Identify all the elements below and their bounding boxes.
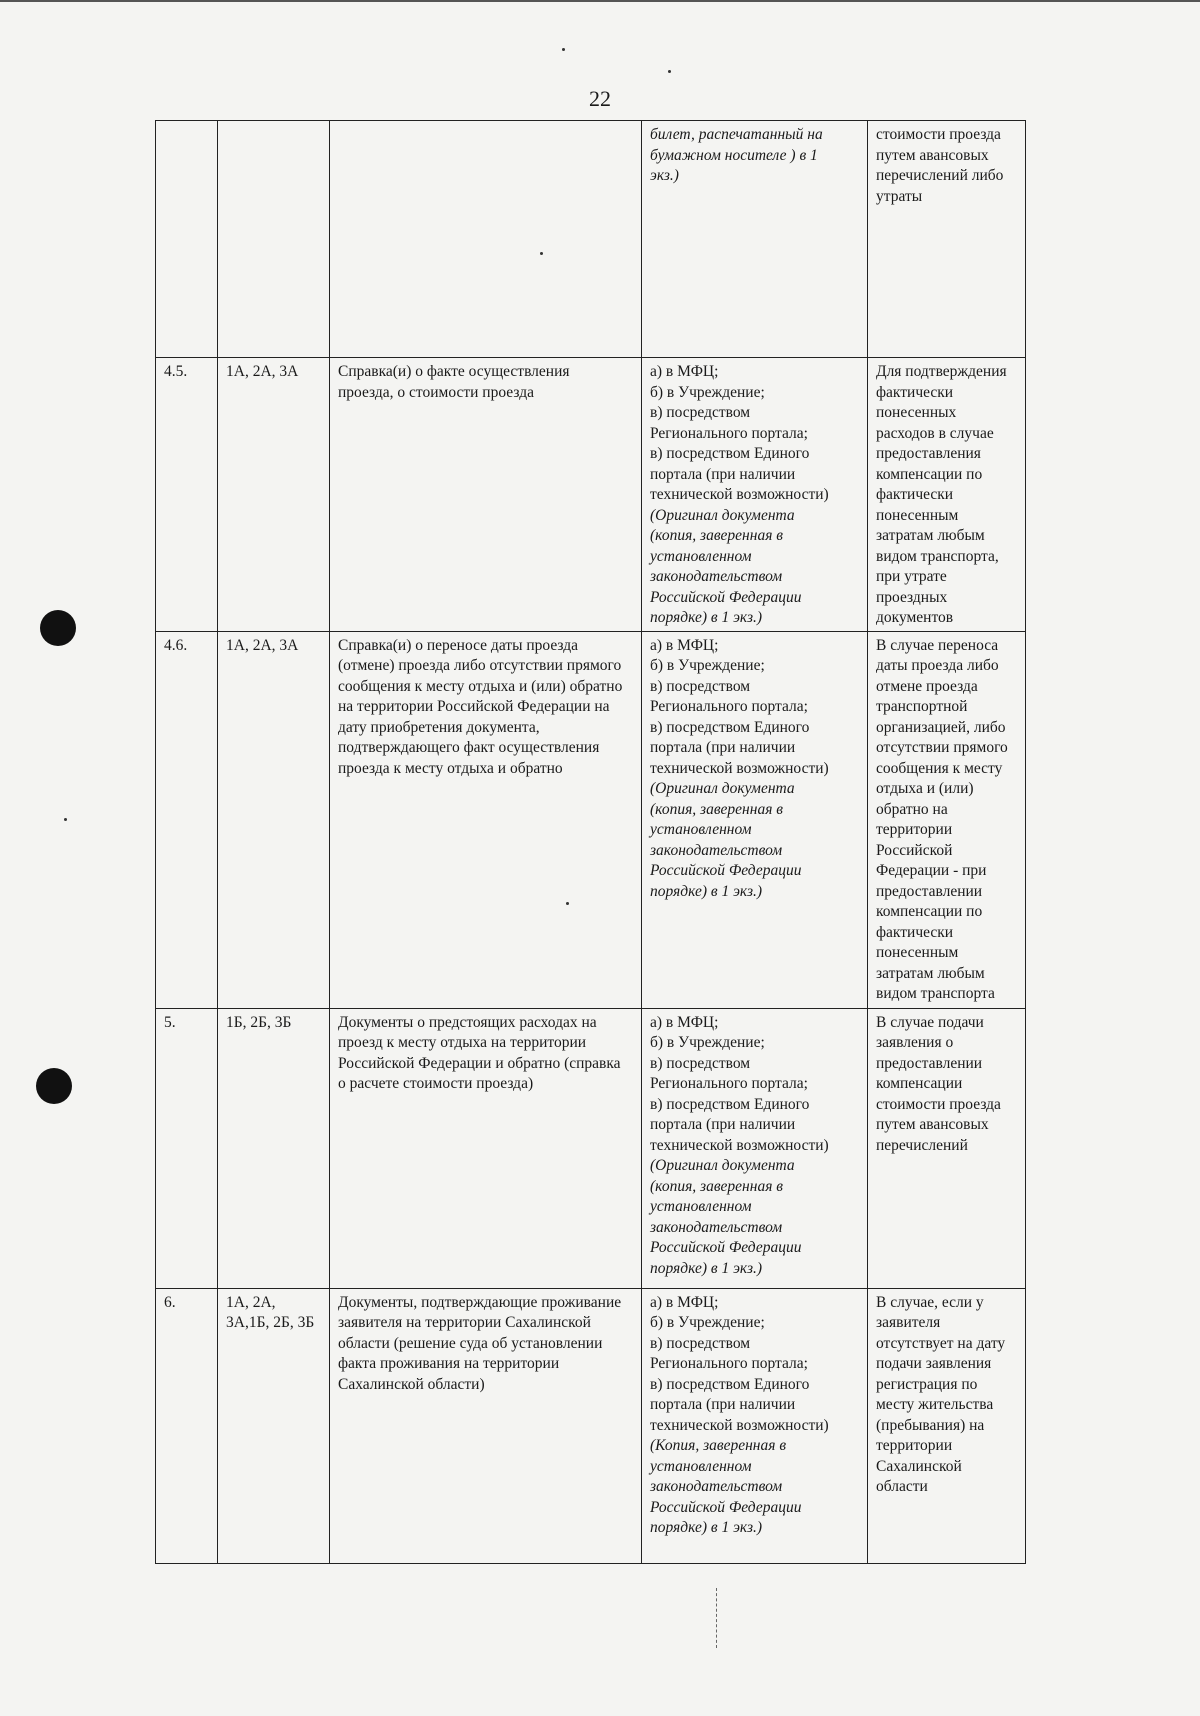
cell-text-line: транспортной <box>876 698 968 715</box>
cell-text-line: 1А, 2А, <box>226 1293 276 1311</box>
cell-text-line: заявителя <box>876 1314 941 1331</box>
cell-text-line: в) посредством Единого <box>650 718 810 736</box>
cell-text-line: 6. <box>164 1293 176 1311</box>
cell-text-line: области <box>876 1478 928 1495</box>
cell-text-line: расходов в случае <box>876 424 994 442</box>
scan-speck <box>562 48 565 51</box>
submission-method-cell <box>642 631 868 1008</box>
cell-text-line: законодательством <box>650 1478 783 1495</box>
punch-hole <box>40 610 76 646</box>
cell-text-line: (Копия, заверенная в <box>650 1437 787 1454</box>
cell-text-line: стоимости проезда <box>876 1095 1001 1113</box>
cell-text-line: территории <box>876 1437 953 1454</box>
cell-text-line: утраты <box>876 187 923 205</box>
cell-text-line: (копия, заверенная в <box>650 527 783 544</box>
cell-text-line: установленном <box>650 821 752 838</box>
cell-text-line: проезда, о стоимости проезда <box>338 383 534 401</box>
cell-text-line: портала (при наличии <box>650 1116 796 1133</box>
cell-text-line: 4.6. <box>164 636 188 654</box>
cell-text-line: затратам любым <box>876 527 985 544</box>
cell-text-line: Регионального портала; <box>650 1075 808 1092</box>
cell-text-line: предоставлении <box>876 882 983 900</box>
cell-text-line: В случае, если у <box>876 1293 984 1311</box>
document-name-cell <box>330 1288 642 1563</box>
row-number-cell <box>156 631 218 1008</box>
cell-text-line: б) в Учреждение; <box>650 657 765 674</box>
row-number-cell <box>156 121 218 358</box>
applicant-groups-cell <box>218 631 330 1008</box>
cell-text-line: подачи заявления <box>876 1355 992 1372</box>
cell-text-line: понесенных <box>876 404 957 421</box>
cell-text-line: (Оригинал документа <box>650 506 795 524</box>
cell-text-line: Документы, подтверждающие проживание <box>338 1293 622 1311</box>
purpose-cell <box>868 358 1026 632</box>
submission-method-cell <box>642 358 868 632</box>
purpose-cell <box>868 121 1026 358</box>
cell-text-line: Регионального портала; <box>650 698 808 715</box>
cell-text-line: бумажном носителе ) в 1 <box>650 146 818 164</box>
cell-text-line: установленном <box>650 1457 752 1475</box>
cell-text-line: проезда к месту отдыха и обратно <box>338 759 563 777</box>
cell-text-line: портала (при наличии <box>650 1396 796 1413</box>
table-row <box>156 1008 1026 1288</box>
row-number-cell <box>156 1008 218 1288</box>
cell-text-line: а) в МФЦ; <box>650 636 719 654</box>
cell-text-line: перечислений <box>876 1136 968 1154</box>
cell-text-line: месту жительства <box>876 1396 994 1413</box>
cell-text-line: установленном <box>650 547 752 565</box>
cell-text-line: проезд к месту отдыха на территории <box>338 1034 587 1051</box>
cell-text-line: 1А, 2А, 3А <box>226 636 299 654</box>
cell-text-line: 1А, 2А, 3А <box>226 363 299 380</box>
cell-text-line: Федерации - при <box>876 862 987 879</box>
cell-text-line: в) посредством <box>650 1054 751 1072</box>
cell-text-line: затратам любым <box>876 964 985 982</box>
cell-text-line: Справка(и) о факте осуществления <box>338 363 570 380</box>
scan-speck <box>64 818 67 821</box>
cell-text-line: установленном <box>650 1198 752 1215</box>
scan-speck <box>668 70 671 73</box>
cell-text-line: 3А,1Б, 2Б, 3Б <box>226 1314 315 1331</box>
row-number-cell <box>156 358 218 632</box>
cell-text-line: в) посредством Единого <box>650 1375 810 1393</box>
cell-text-line: в) посредством <box>650 677 751 695</box>
cell-text-line: б) в Учреждение; <box>650 1034 765 1051</box>
cell-text-line: заявления о <box>876 1034 954 1051</box>
cell-text-line: компенсации по <box>876 903 983 920</box>
cell-text-line: (пребывания) на <box>876 1416 985 1434</box>
cell-text-line: понесенным <box>876 944 959 961</box>
purpose-cell <box>868 1288 1026 1563</box>
cell-text-line: путем авансовых <box>876 146 989 164</box>
cell-text-line: Для подтверждения <box>876 363 1007 380</box>
cell-text-line: а) в МФЦ; <box>650 1293 719 1311</box>
cell-text-line: (Оригинал документа <box>650 1157 795 1174</box>
documents-table <box>155 120 1026 1564</box>
row-number-cell <box>156 1288 218 1563</box>
cell-text-line: экз.) <box>650 167 679 184</box>
submission-method-cell <box>642 1008 868 1288</box>
cell-text-line: Российской Федерации <box>650 1498 802 1516</box>
cell-text-line: в) посредством <box>650 404 751 421</box>
cell-text-line: отсутствует на дату <box>876 1334 1006 1352</box>
cell-text-line: Справка(и) о переносе даты проезда <box>338 636 579 654</box>
cell-text-line: территории <box>876 821 953 838</box>
cell-text-line: Сахалинской <box>876 1457 962 1475</box>
table-row <box>156 1288 1026 1563</box>
cell-text-line: отсутствии прямого <box>876 739 1008 756</box>
applicant-groups-cell <box>218 121 330 358</box>
cell-text-line: сообщения к месту <box>876 759 1003 777</box>
cell-text-line: организацией, либо <box>876 718 1006 736</box>
cell-text-line: Регионального портала; <box>650 1355 808 1372</box>
cell-text-line: а) в МФЦ; <box>650 363 719 380</box>
cell-text-line: Сахалинской области) <box>338 1375 485 1393</box>
cell-text-line: технической возможности) <box>650 486 829 503</box>
document-name-cell <box>330 121 642 358</box>
cell-text-line: в) посредством <box>650 1334 751 1352</box>
cell-text-line: 5. <box>164 1013 176 1031</box>
document-name-cell <box>330 631 642 1008</box>
cell-text-line: видом транспорта, <box>876 547 999 565</box>
applicant-groups-cell <box>218 1288 330 1563</box>
cell-text-line: проездных <box>876 588 948 606</box>
cell-text-line: порядке) в 1 экз.) <box>650 1259 763 1277</box>
cell-text-line: б) в Учреждение; <box>650 1314 765 1331</box>
submission-method-cell <box>642 1288 868 1563</box>
cell-text-line: (копия, заверенная в <box>650 800 783 818</box>
cell-text-line: при утрате <box>876 568 947 585</box>
cell-text-line: в) посредством Единого <box>650 1095 810 1113</box>
cell-text-line: предоставления <box>876 445 981 462</box>
cell-text-line: в) посредством Единого <box>650 445 810 462</box>
cell-text-line: на территории Российской Федерации на <box>338 698 610 715</box>
punch-hole <box>36 1068 72 1104</box>
cell-text-line: Документы о предстоящих расходах на <box>338 1013 597 1031</box>
cell-text-line: 1Б, 2Б, 3Б <box>226 1013 292 1031</box>
table-row <box>156 358 1026 632</box>
cell-text-line: Регионального портала; <box>650 424 808 442</box>
cell-text-line: обратно на <box>876 800 948 818</box>
cell-text-line: законодательством <box>650 1218 783 1236</box>
cell-text-line: даты проезда либо <box>876 657 999 674</box>
cell-text-line: понесенным <box>876 506 959 524</box>
cell-text-line: портала (при наличии <box>650 739 796 756</box>
cell-text-line: В случае подачи <box>876 1013 984 1031</box>
cell-text-line: порядке) в 1 экз.) <box>650 609 763 626</box>
cell-text-line: билет, распечатанный на <box>650 126 823 143</box>
cell-text-line: подтверждающего факт осуществления <box>338 739 600 756</box>
cell-text-line: регистрация по <box>876 1375 978 1393</box>
applicant-groups-cell <box>218 358 330 632</box>
scan-artifact-line <box>716 1588 717 1648</box>
cell-text-line: видом транспорта <box>876 985 995 1002</box>
cell-text-line: перечислений либо <box>876 167 1004 184</box>
cell-text-line: о расчете стоимости проезда) <box>338 1075 534 1092</box>
cell-text-line: Российской Федерации и обратно (справка <box>338 1054 621 1072</box>
cell-text-line: фактически <box>876 923 954 941</box>
cell-text-line: законодательством <box>650 841 783 859</box>
cell-text-line: сообщения к месту отдыха и (или) обратно <box>338 677 623 695</box>
cell-text-line: законодательством <box>650 568 783 585</box>
table-row <box>156 121 1026 358</box>
cell-text-line: фактически <box>876 383 954 401</box>
cell-text-line: Российской Федерации <box>650 588 802 606</box>
cell-text-line: а) в МФЦ; <box>650 1013 719 1031</box>
cell-text-line: б) в Учреждение; <box>650 383 765 401</box>
submission-method-cell <box>642 121 868 358</box>
page-number: 22 <box>589 86 611 111</box>
document-name-cell <box>330 358 642 632</box>
cell-text-line: портала (при наличии <box>650 465 796 483</box>
cell-text-line: технической возможности) <box>650 1136 829 1154</box>
cell-text-line: (копия, заверенная в <box>650 1177 783 1195</box>
cell-text-line: дату приобретения документа, <box>338 718 540 736</box>
cell-text-line: технической возможности) <box>650 1416 829 1434</box>
cell-text-line: отмене проезда <box>876 677 978 695</box>
cell-text-line: отдыха и (или) <box>876 780 974 797</box>
cell-text-line: путем авансовых <box>876 1116 989 1133</box>
document-name-cell <box>330 1008 642 1288</box>
cell-text-line: (Оригинал документа <box>650 780 795 797</box>
cell-text-line: Российской <box>876 841 953 859</box>
cell-text-line: области (решение суда об установлении <box>338 1334 603 1352</box>
cell-text-line: фактически <box>876 486 954 503</box>
cell-text-line: компенсации <box>876 1075 963 1092</box>
documents-table-body <box>156 121 1026 1564</box>
cell-text-line: В случае переноса <box>876 636 999 654</box>
applicant-groups-cell <box>218 1008 330 1288</box>
scan-top-edge <box>0 0 1200 2</box>
cell-text-line: технической возможности) <box>650 759 829 777</box>
table-row <box>156 631 1026 1008</box>
purpose-cell <box>868 631 1026 1008</box>
cell-text-line: стоимости проезда <box>876 126 1001 143</box>
cell-text-line: Российской Федерации <box>650 1239 802 1256</box>
cell-text-line: порядке) в 1 экз.) <box>650 1519 763 1536</box>
cell-text-line: документов <box>876 609 954 626</box>
cell-text-line: 4.5. <box>164 363 188 380</box>
cell-text-line: заявителя на территории Сахалинской <box>338 1314 591 1331</box>
cell-text-line: (отмене) проезда либо отсутствии прямого <box>338 657 622 674</box>
cell-text-line: факта проживания на территории <box>338 1355 560 1372</box>
cell-text-line: компенсации по <box>876 465 983 483</box>
cell-text-line: порядке) в 1 экз.) <box>650 882 763 900</box>
purpose-cell <box>868 1008 1026 1288</box>
cell-text-line: Российской Федерации <box>650 862 802 879</box>
cell-text-line: предоставлении <box>876 1054 983 1072</box>
